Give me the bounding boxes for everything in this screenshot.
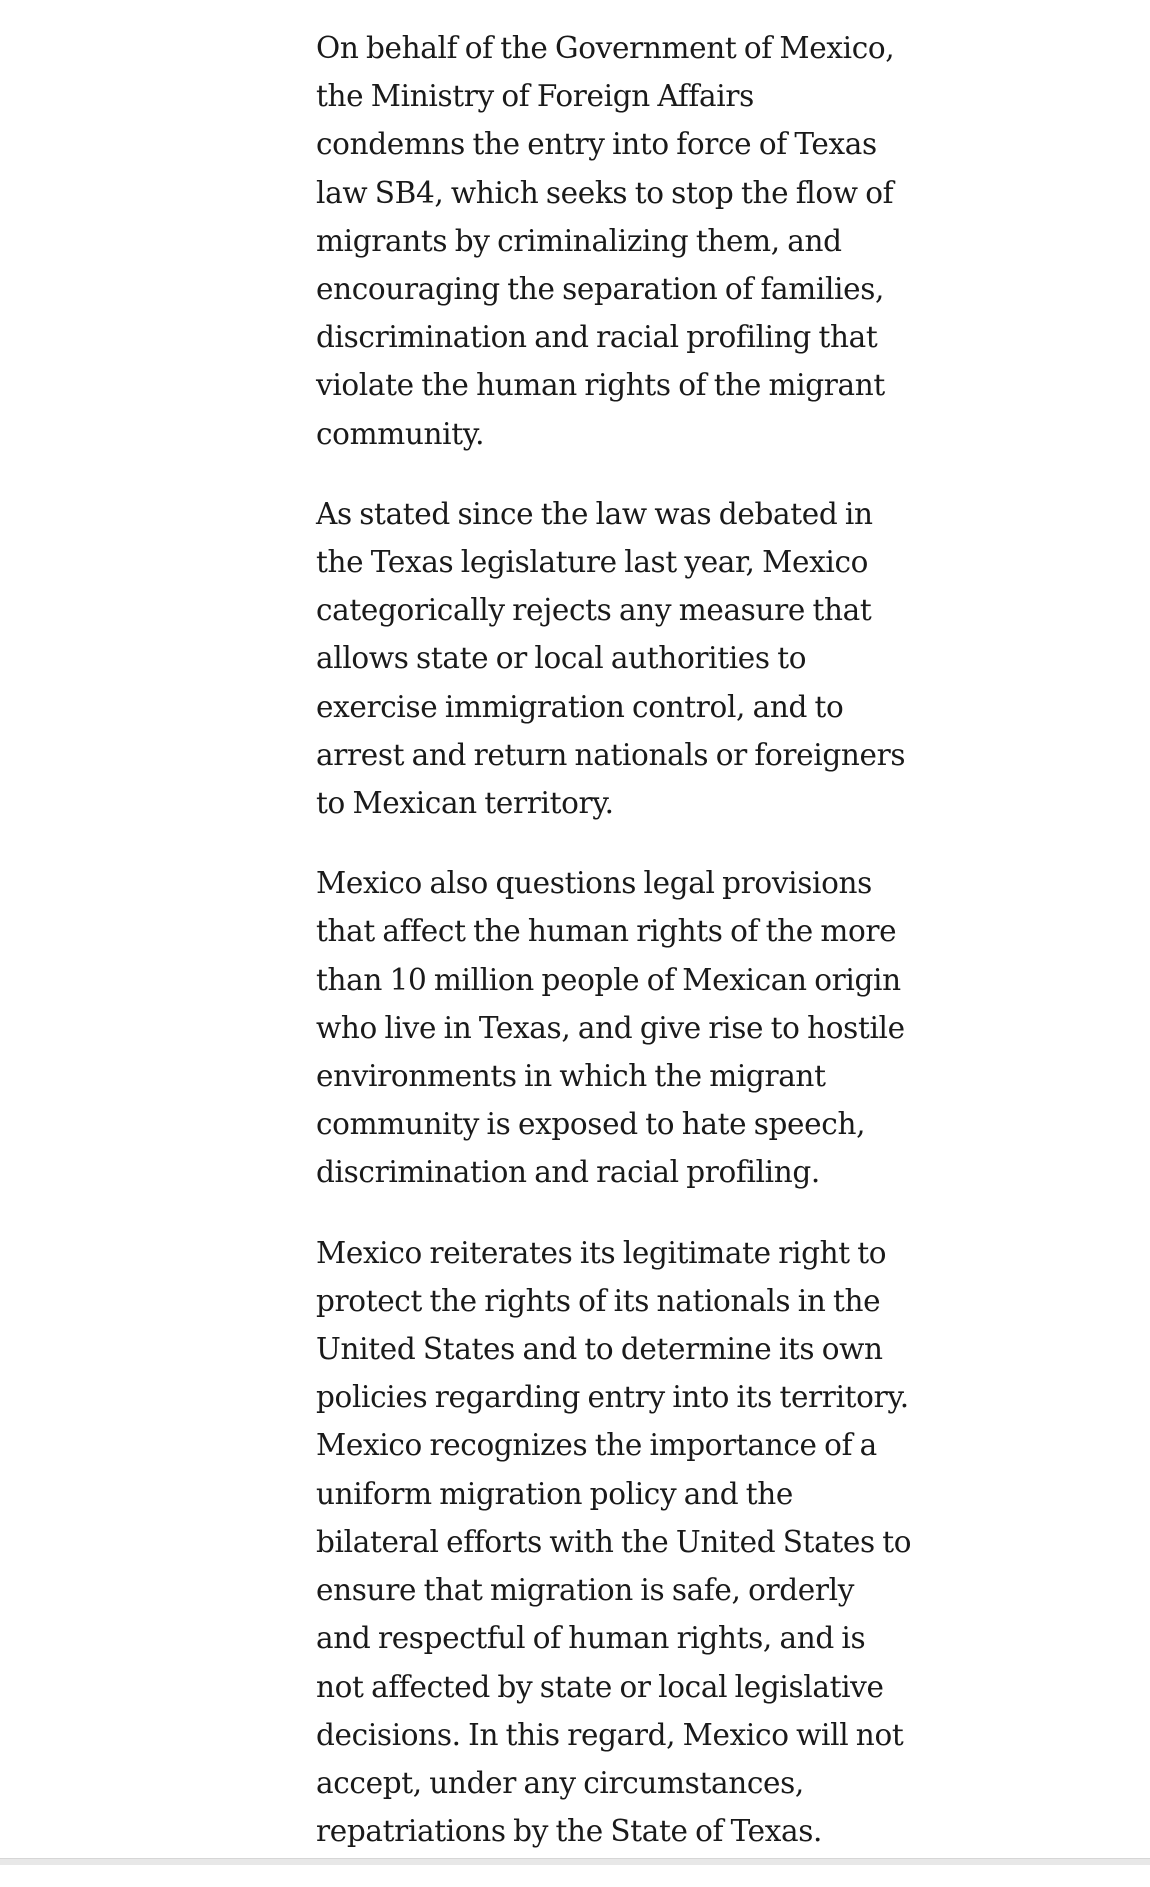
text-line: Mexico also questions legal provisions	[316, 866, 872, 901]
text-line: categorically rejects any measure that	[316, 593, 872, 628]
text-line: allows state or local authorities to	[316, 641, 807, 676]
text-line: ensure that migration is safe, orderly	[316, 1573, 855, 1608]
paragraph-4	[316, 1229, 926, 1856]
article-body	[316, 24, 926, 1887]
text-line: community is exposed to hate speech,	[316, 1107, 866, 1142]
text-line: exercise immigration control, and to	[316, 689, 844, 724]
text-line: decisions. In this regard, Mexico will not	[316, 1717, 904, 1752]
text-line: Mexico recognizes the importance of a	[316, 1428, 877, 1463]
text-line: United States and to determine its own	[316, 1332, 883, 1367]
page-bottom-edge	[0, 1858, 1150, 1865]
text-line: bilateral efforts with the United States to	[316, 1524, 912, 1559]
paragraph-2	[316, 490, 926, 827]
paragraph-1	[316, 24, 926, 458]
text-line: migrants by criminalizing them, and	[316, 223, 842, 258]
text-line: that affect the human rights of the more	[316, 914, 897, 949]
text-line: condemns the entry into force of Texas	[316, 127, 877, 162]
text-line: community.	[316, 416, 485, 451]
text-line: environments in which the migrant	[316, 1059, 826, 1094]
text-line: and respectful of human rights, and is	[316, 1621, 866, 1656]
text-line: not affected by state or local legislative	[316, 1669, 884, 1704]
text-line: violate the human rights of the migrant	[316, 368, 885, 403]
text-line: accept, under any circumstances,	[316, 1765, 804, 1800]
text-line: law SB4, which seeks to stop the flow of	[316, 175, 894, 210]
text-line: On behalf of the Government of Mexico,	[316, 31, 895, 65]
text-line: policies regarding entry into its territory.	[316, 1380, 909, 1415]
paragraph-3	[316, 859, 926, 1196]
text-line: than 10 million people of Mexican origin	[316, 962, 901, 997]
text-line: to Mexican territory.	[316, 786, 614, 821]
text-line: As stated since the law was debated in	[316, 496, 873, 531]
text-line: protect the rights of its nationals in the	[316, 1283, 881, 1318]
text-line: discrimination and racial profiling that	[316, 320, 878, 355]
text-line: Mexico reiterates its legitimate right to	[316, 1235, 887, 1270]
text-line: the Ministry of Foreign Affairs	[316, 79, 754, 114]
text-line: repatriations by the State of Texas.	[316, 1814, 823, 1849]
text-line: encouraging the separation of families,	[316, 272, 885, 307]
text-line: the Texas legislature last year, Mexico	[316, 545, 869, 580]
text-line: who live in Texas, and give rise to hostile	[316, 1010, 905, 1045]
text-line: discrimination and racial profiling.	[316, 1155, 820, 1190]
text-line: arrest and return nationals or foreigners	[316, 737, 906, 772]
text-line: uniform migration policy and the	[316, 1476, 794, 1511]
